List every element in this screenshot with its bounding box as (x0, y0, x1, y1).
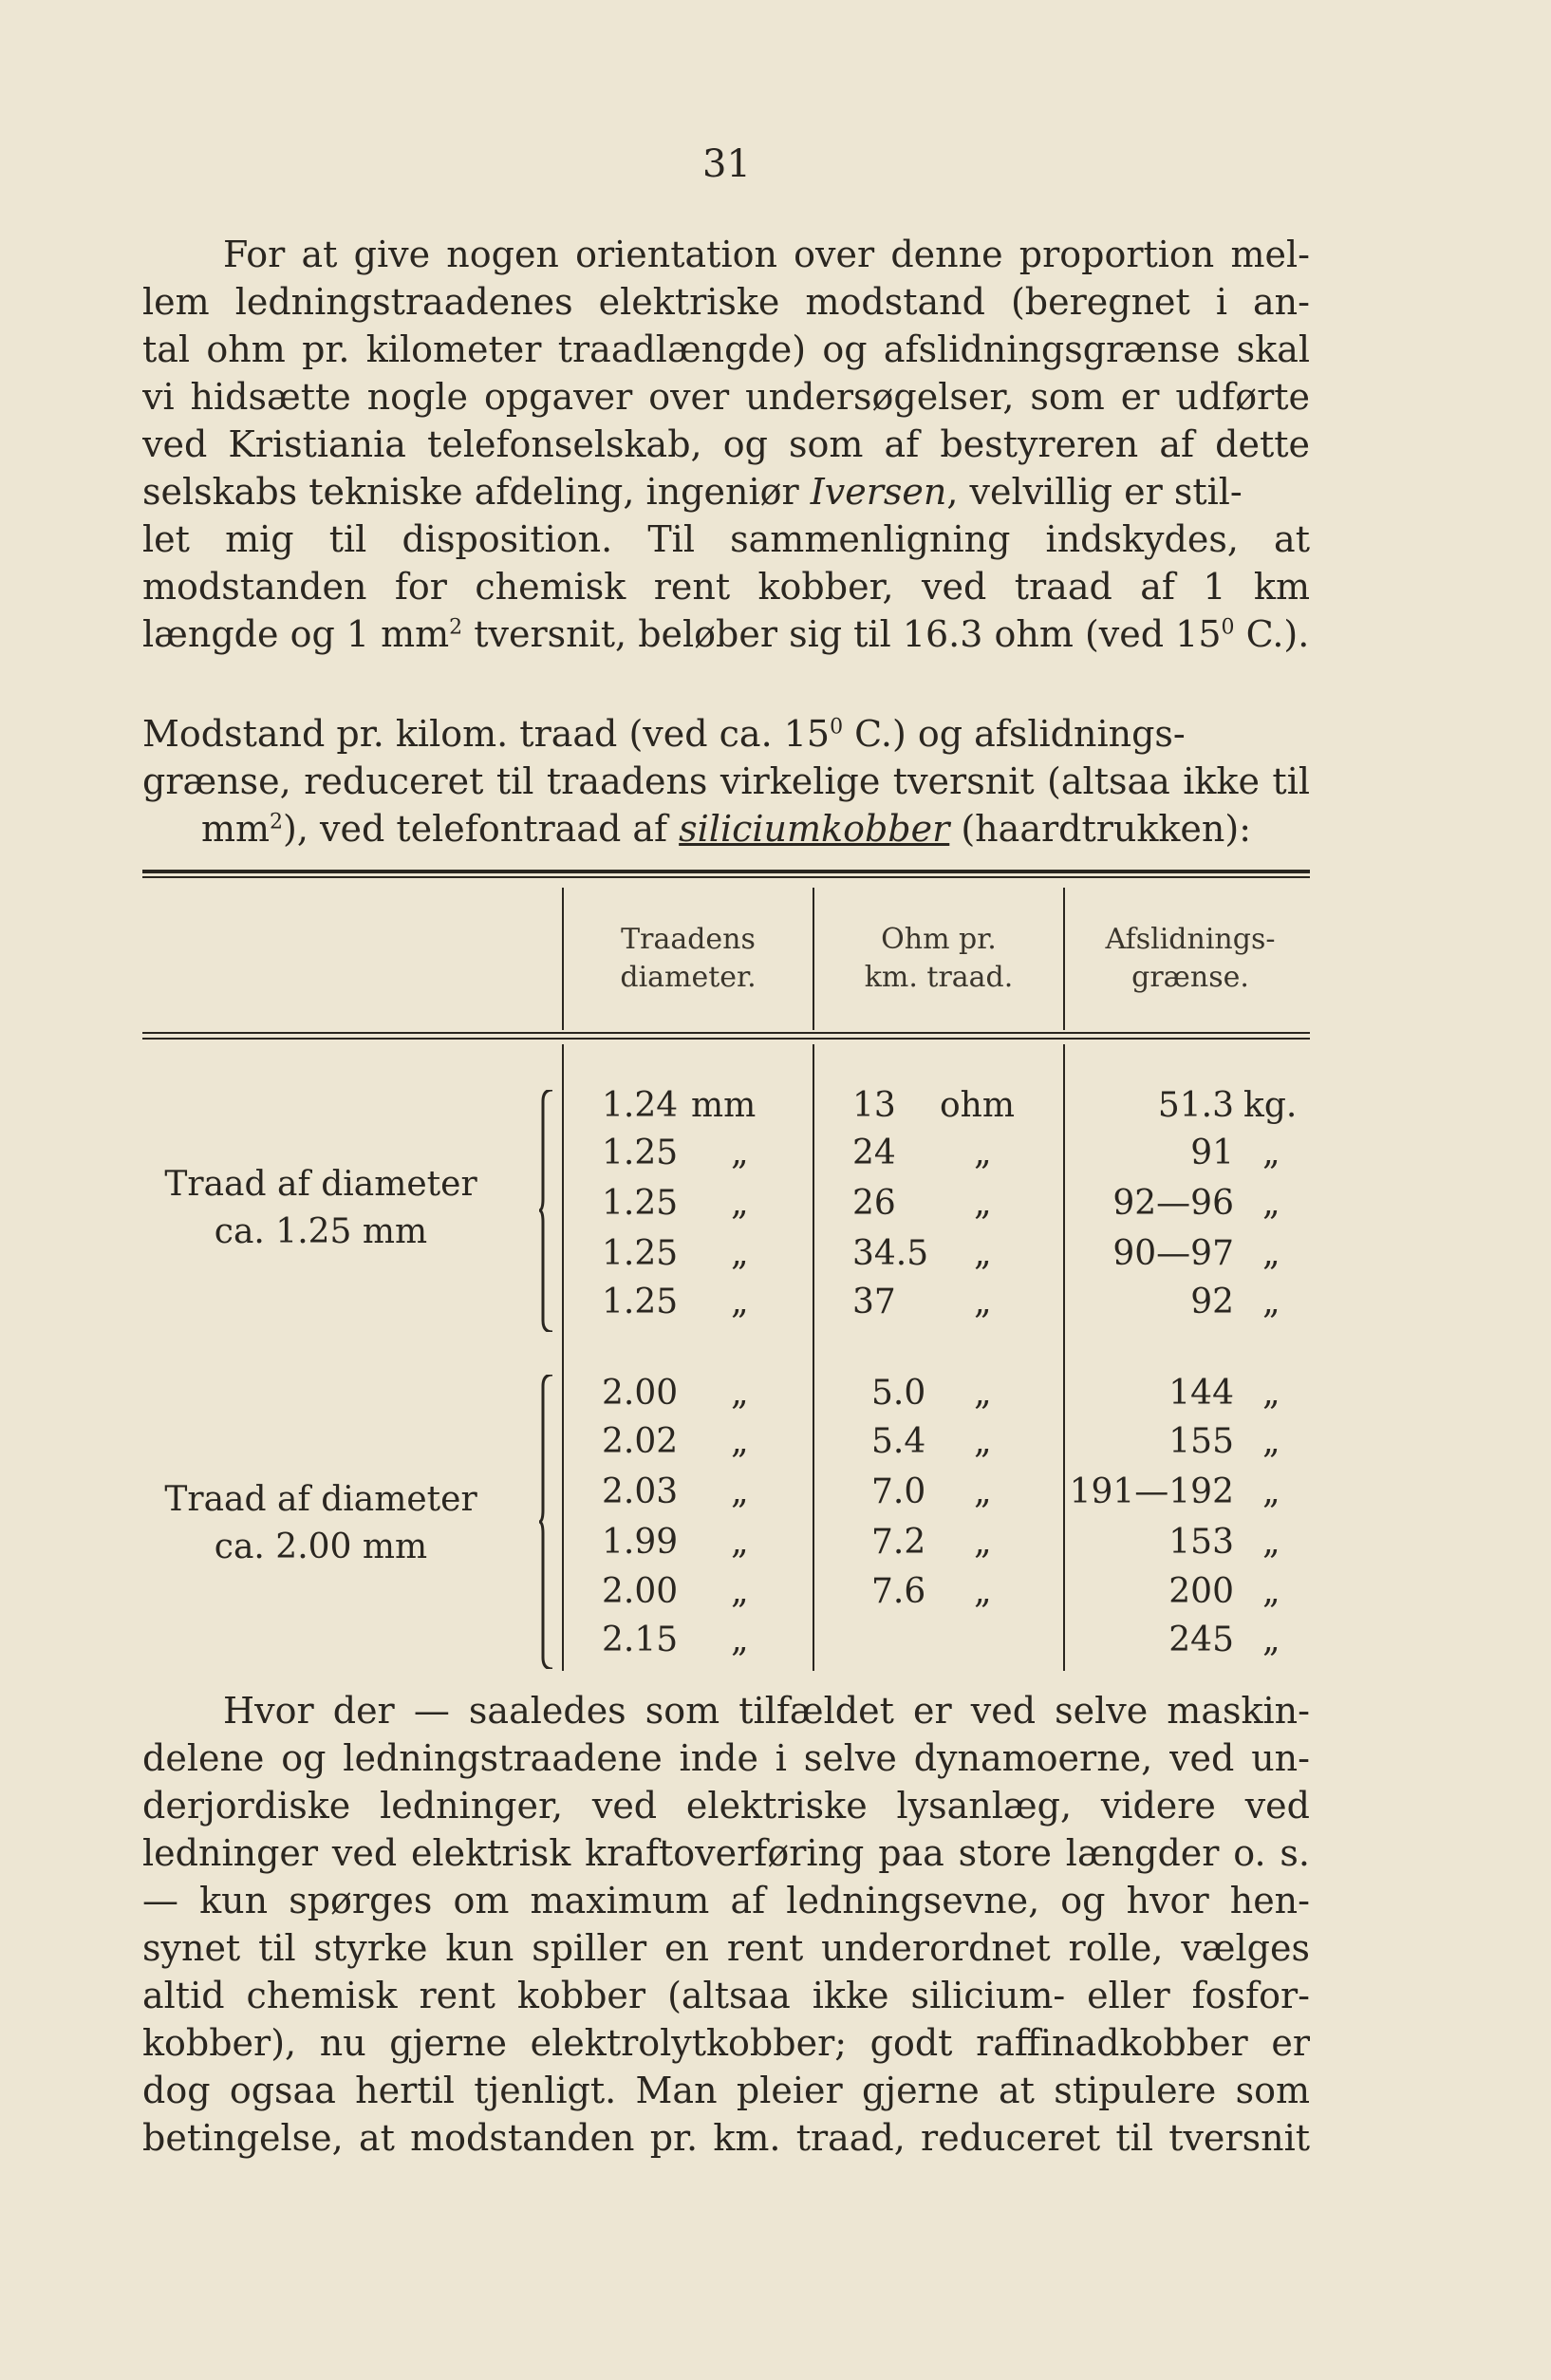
cell-ohm-unit: „ (974, 1283, 992, 1321)
cell-ohm-unit: „ (974, 1422, 992, 1461)
cell-diameter-unit: mm (691, 1086, 757, 1125)
group-label-1 (140, 1161, 501, 1256)
cell-ohm-unit: „ (974, 1134, 992, 1172)
cell-diameter: 2.00 (602, 1374, 679, 1413)
page-number: 31 (702, 142, 751, 186)
sup-2: 2 (270, 810, 284, 834)
intro-line (142, 468, 1310, 515)
cell-diameter: 1.25 (602, 1184, 679, 1223)
intro-line-6-end: , velvillig er stil- (946, 471, 1243, 513)
cell-diameter-unit: „ (731, 1422, 749, 1461)
intro-line (142, 610, 1310, 658)
cell-ohm-unit: „ (974, 1523, 992, 1562)
intro-line-9-mid: tversnit, beløber sig til 16.3 ohm (ved 15 (462, 613, 1222, 655)
cell-ohm: 5.4 (871, 1422, 926, 1461)
column-divider (1063, 888, 1065, 1030)
outro-line: altid chemisk rent kobber (altsaa ikke silicium- eller fosfor- (142, 1975, 1310, 2016)
cell-ohm-unit: „ (974, 1184, 992, 1223)
cell-ohm: 7.6 (871, 1572, 926, 1611)
outro-line: — kun spørges om maximum af ledningsevne, og hvor hen- (142, 1880, 1310, 1921)
cell-diameter-unit: „ (731, 1283, 749, 1321)
cell-ohm: 13 (852, 1086, 896, 1125)
column-divider (813, 1044, 814, 1671)
cell-diameter: 2.03 (602, 1472, 679, 1511)
cell-limit: 155 (1168, 1422, 1234, 1461)
group-label-line: Traad af diameter (164, 1480, 477, 1519)
column-divider (562, 888, 564, 1030)
cell-limit-unit: „ (1262, 1523, 1280, 1562)
cell-diameter: 2.00 (602, 1572, 679, 1611)
intro-line-9-start: længde og 1 mm (142, 613, 450, 655)
outro-line: delene og ledningstraadene inde i selve dynamoerne, ved un- (142, 1737, 1310, 1779)
group-label-line: ca. 2.00 mm (214, 1527, 428, 1566)
group-label-2 (140, 1476, 501, 1571)
cell-diameter-unit: „ (731, 1374, 749, 1413)
cell-ohm-unit: ohm (940, 1086, 1015, 1125)
outro-line: ledninger ved elektrisk kraftoverføring paa store længder o. s. (142, 1832, 1310, 1874)
cell-diameter-unit: „ (731, 1234, 749, 1273)
column-divider (1063, 1044, 1065, 1671)
cell-limit: 92—96 (1112, 1184, 1234, 1223)
degree-sign: 0 (830, 715, 844, 740)
cell-limit: 200 (1168, 1572, 1234, 1611)
cell-ohm: 24 (852, 1134, 896, 1172)
cell-diameter-unit: „ (731, 1184, 749, 1223)
cell-limit: 51.3 (1157, 1086, 1234, 1125)
header-line: grænse. (1131, 961, 1249, 994)
cell-limit-unit: „ (1262, 1134, 1280, 1172)
cell-ohm: 7.2 (871, 1523, 926, 1562)
outro-line: betingelse, at modstanden pr. km. traad, reduceret til tversnit (142, 2117, 1310, 2159)
outro-line: synet til styrke kun spiller en rent underordnet rolle, vælges (142, 1927, 1310, 1969)
cell-diameter-unit: „ (731, 1572, 749, 1611)
intro-line-6-start: selskabs tekniske afdeling, ingeniør (142, 471, 811, 513)
intro-line-9-end: C.). (1234, 613, 1310, 655)
cell-limit-unit: „ (1262, 1184, 1280, 1223)
header-bottom-rule-thin (142, 1038, 1310, 1040)
intro-line: modstanden for chemisk rent kobber, ved traad af 1 km (142, 566, 1310, 608)
intro-line: vi hidsætte nogle opgaver over undersøgelser, som er udførte (142, 376, 1310, 418)
caption-text: Modstand pr. kilom. traad (ved ca. 15 (142, 713, 831, 755)
cell-diameter-unit: „ (731, 1621, 749, 1659)
cell-diameter: 1.24 (602, 1086, 679, 1125)
cell-limit-unit: „ (1262, 1621, 1280, 1659)
cell-limit: 245 (1168, 1621, 1234, 1659)
caption-line (142, 805, 1310, 853)
group-label-line: ca. 1.25 mm (214, 1212, 428, 1251)
cell-diameter-unit: „ (731, 1472, 749, 1511)
cell-ohm: 5.0 (871, 1374, 926, 1413)
table-top-rule-thin (142, 876, 1310, 878)
cell-limit: 144 (1168, 1374, 1234, 1413)
engineer-name: Iversen (810, 471, 947, 513)
caption-line: grænse, reduceret til traadens virkelige tversnit (altsaa ikke til (142, 760, 1310, 802)
caption-line (142, 710, 1310, 758)
cell-limit-unit: „ (1262, 1234, 1280, 1273)
intro-line: lem ledningstraadenes elektriske modstand (beregnet i an- (142, 281, 1310, 323)
header-ohm (820, 921, 1057, 997)
caption-text: ), ved telefontraad af (283, 808, 680, 850)
intro-line: tal ohm pr. kilometer traadlængde) og afslidningsgrænse skal (142, 328, 1310, 370)
cell-ohm: 26 (852, 1184, 896, 1223)
intro-line: For at give nogen orientation over denne proportion mel- (223, 234, 1310, 275)
outro-line: Hvor der — saaledes som tilfældet er ved selve maskin- (223, 1690, 1310, 1732)
cell-limit-unit: „ (1262, 1472, 1280, 1511)
cell-ohm: 34.5 (852, 1234, 929, 1273)
cell-limit: 153 (1168, 1523, 1234, 1562)
material-name: siliciumkobber (679, 808, 950, 850)
intro-line: let mig til disposition. Til sammenligning indskydes, at (142, 518, 1310, 560)
cell-diameter: 1.25 (602, 1234, 679, 1273)
caption-text: mm (200, 808, 271, 850)
header-line: km. traad. (864, 961, 1014, 994)
cell-ohm-unit: „ (974, 1472, 992, 1511)
table-caption (142, 710, 1310, 853)
outro-line: kobber), nu gjerne elektrolytkobber; godt raffinadkobber er (142, 2022, 1310, 2064)
header-line: Afslidnings- (1105, 923, 1276, 956)
cell-diameter-unit: „ (731, 1523, 749, 1562)
outro-paragraph (142, 1687, 1310, 2162)
cell-diameter: 1.25 (602, 1283, 679, 1321)
sup-2: 2 (449, 615, 463, 640)
cell-limit: 92 (1190, 1283, 1234, 1321)
cell-limit: 191—192 (1069, 1472, 1234, 1511)
intro-line: ved Kristiania telefonselskab, og som af bestyreren af dette (142, 423, 1310, 465)
outro-line: dog ogsaa hertil tjenligt. Man pleier gjerne at stipulere som (142, 2070, 1310, 2111)
header-diameter (570, 921, 807, 997)
cell-limit-unit: „ (1262, 1283, 1280, 1321)
caption-text: C.) og afslidnings- (843, 713, 1186, 755)
cell-limit: 90—97 (1112, 1234, 1234, 1273)
header-line: Traadens (621, 923, 756, 956)
cell-diameter-unit: „ (731, 1134, 749, 1172)
brace-group-2 (539, 1375, 554, 1669)
header-bottom-rule (142, 1032, 1310, 1034)
brace-group-1 (539, 1090, 554, 1332)
column-divider (813, 888, 814, 1030)
column-divider (562, 1044, 564, 1671)
table-top-rule (142, 870, 1310, 873)
caption-text: (haardtrukken): (949, 808, 1252, 850)
header-limit (1071, 921, 1310, 997)
cell-diameter: 1.25 (602, 1134, 679, 1172)
header-line: Ohm pr. (881, 923, 997, 956)
cell-limit: 91 (1190, 1134, 1234, 1172)
outro-line: derjordiske ledninger, ved elektriske lysanlæg, videre ved (142, 1785, 1310, 1827)
cell-limit-unit: kg. (1243, 1086, 1298, 1125)
degree-sign: 0 (1221, 615, 1235, 640)
cell-limit-unit: „ (1262, 1374, 1280, 1413)
cell-limit-unit: „ (1262, 1572, 1280, 1611)
cell-diameter: 2.15 (602, 1621, 679, 1659)
cell-ohm-unit: „ (974, 1572, 992, 1611)
cell-ohm: 7.0 (871, 1472, 926, 1511)
cell-limit-unit: „ (1262, 1422, 1280, 1461)
cell-ohm-unit: „ (974, 1234, 992, 1273)
cell-diameter: 1.99 (602, 1523, 679, 1562)
cell-ohm-unit: „ (974, 1374, 992, 1413)
group-label-line: Traad af diameter (164, 1165, 477, 1204)
cell-diameter: 2.02 (602, 1422, 679, 1461)
header-line: diameter. (620, 961, 757, 994)
cell-ohm: 37 (852, 1283, 896, 1321)
intro-paragraph (142, 231, 1310, 658)
